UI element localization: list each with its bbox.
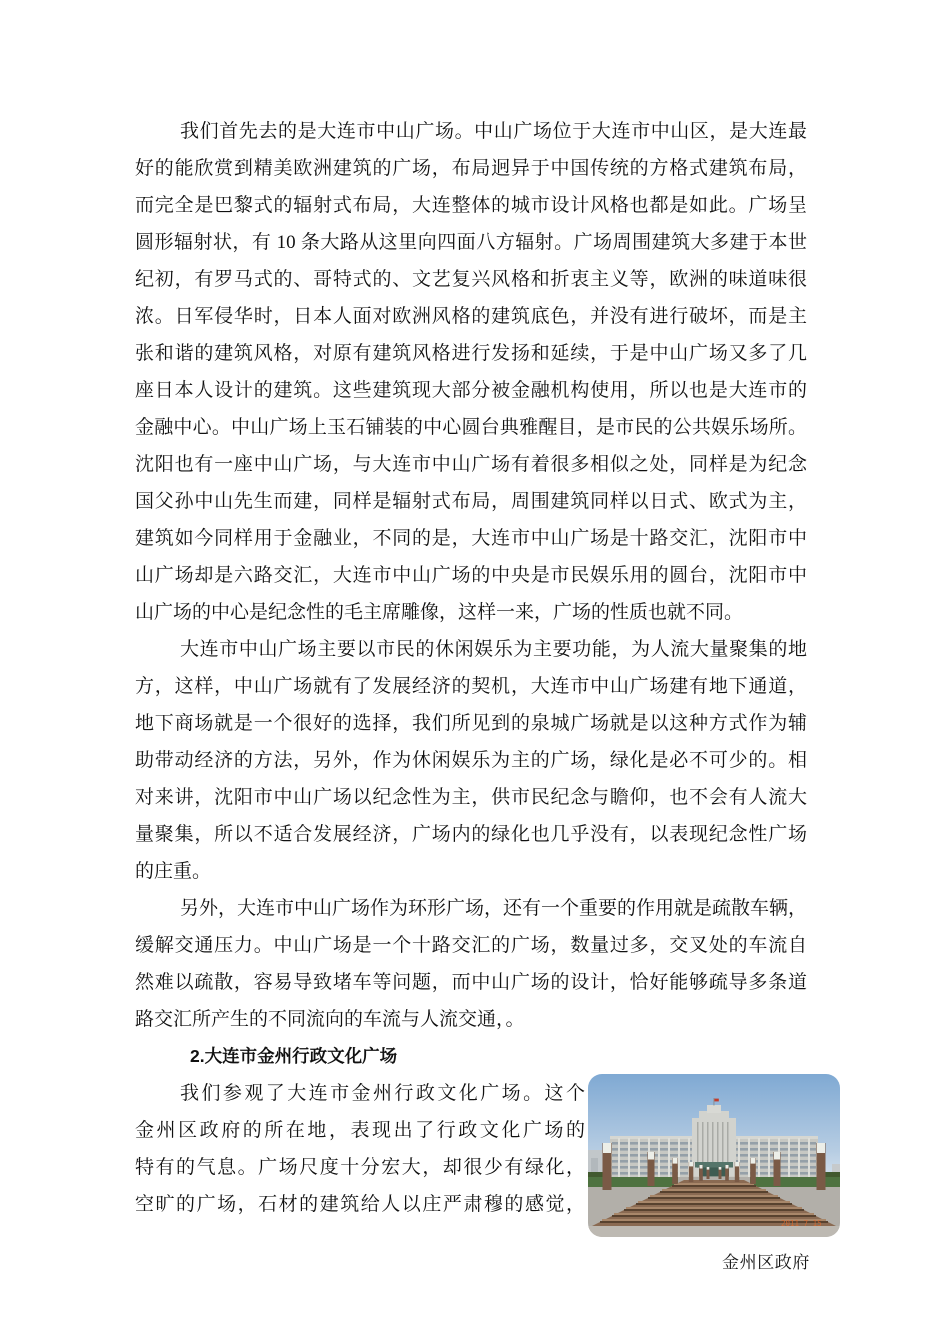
date-stamp: 2011 7 15 — [781, 1219, 822, 1228]
text-line: 纪初，有罗马式的、哥特式的、文艺复兴风格和折衷主义等，欧洲的味道味很 — [135, 269, 807, 290]
text-line: 大连市中山广场主要以市民的休闲娱乐为主要功能，为人流大量聚集的地 — [180, 639, 807, 660]
paragraph-jinzhou-square — [135, 1075, 585, 1223]
text-line: 地下商场就是一个很好的选择，我们所见到的泉城广场就是以这种方式作为辅 — [135, 713, 807, 734]
text-line: 的庄重。 — [135, 861, 212, 882]
text-line: 而完全是巴黎式的辐射式布局，大连整体的城市设计风格也都是如此。广场呈 — [135, 195, 807, 216]
text-line: 路交汇所产生的不同流向的车流与人流交通，。 — [135, 1009, 525, 1030]
text-line: 建筑如今同样用于金融业，不同的是，大连市中山广场是十路交汇，沈阳市中 — [135, 528, 807, 549]
text-line: 山广场却是六路交汇，大连市中山广场的中央是市民娱乐用的圆台，沈阳市中 — [135, 565, 807, 586]
paragraph-traffic-dispersal — [135, 890, 807, 1038]
text-line: 浓。日军侵华时，日本人面对欧洲风格的建筑底色，并没有进行破坏，而是主 — [135, 306, 807, 327]
document-body — [135, 113, 807, 1223]
section-heading-jinzhou-square: 2.大连市金州行政文化广场 — [190, 1046, 398, 1066]
text-line: 我们首先去的是大连市中山广场。中山广场位于大连市中山区，是大连最 — [180, 121, 807, 142]
text-line: 另外，大连市中山广场作为环形广场，还有一个重要的作用就是疏散车辆， — [180, 898, 808, 919]
text-line: 张和谐的建筑风格，对原有建筑风格进行发扬和延续，于是中山广场又多了几 — [135, 343, 807, 364]
paragraph-square-function-comparison — [135, 631, 807, 890]
text-line: 座日本人设计的建筑。这些建筑现大部分被金融机构使用，所以也是大连市的 — [135, 380, 807, 401]
text-line: 对来讲，沈阳市中山广场以纪念性为主，供市民纪念与瞻仰，也不会有人流大 — [135, 787, 807, 808]
text-line: 金州区政府的所在地，表现出了行政文化广场的 — [135, 1120, 585, 1141]
text-line: 沈阳也有一座中山广场，与大连市中山广场有着很多相似之处，同样是为纪念 — [135, 454, 807, 475]
text-line: 助带动经济的方法，另外，作为休闲娱乐为主的广场，绿化是必不可少的。相 — [135, 750, 807, 771]
text-line: 国父孙中山先生而建，同样是辐射式布局，周围建筑同样以日式、欧式为主， — [135, 491, 807, 512]
text-line: 特有的气息。广场尺度十分宏大，却很少有绿化， — [135, 1157, 585, 1178]
text-line: 圆形辐射状，有 10 条大路从这里向四面八方辐射。广场周围建筑大多建于本世 — [135, 232, 807, 253]
text-line: 方，这样，中山广场就有了发展经济的契机，大连市中山广场建有地下通道， — [135, 676, 807, 697]
figure-caption: 金州区政府 — [722, 1253, 810, 1272]
text-line: 量聚集，所以不适合发展经济，广场内的绿化也几乎没有，以表现纪念性广场 — [135, 824, 807, 845]
paragraph-zhongshan-square-intro — [135, 113, 807, 631]
text-line: 山广场的中心是纪念性的毛主席雕像，这样一来，广场的性质也就不同。 — [135, 602, 744, 623]
figure-jinzhou-government — [588, 1074, 840, 1237]
government-building-photo — [588, 1074, 840, 1237]
text-line: 金融中心。中山广场上玉石铺装的中心圆台典雅醒目，是市民的公共娱乐场所。 — [135, 417, 807, 438]
text-line: 缓解交通压力。中山广场是一个十路交汇的广场，数量过多，交叉处的车流自 — [135, 935, 807, 956]
text-line: 然难以疏散，容易导致堵车等问题，而中山广场的设计，恰好能够疏导多条道 — [135, 972, 807, 993]
text-line: 好的能欣赏到精美欧洲建筑的广场，布局迥异于中国传统的方格式建筑布局， — [135, 158, 807, 179]
text-line: 空旷的广场，石材的建筑给人以庄严肃穆的感觉， — [135, 1194, 585, 1215]
text-line: 我们参观了大连市金州行政文化广场。这个 — [180, 1083, 585, 1104]
